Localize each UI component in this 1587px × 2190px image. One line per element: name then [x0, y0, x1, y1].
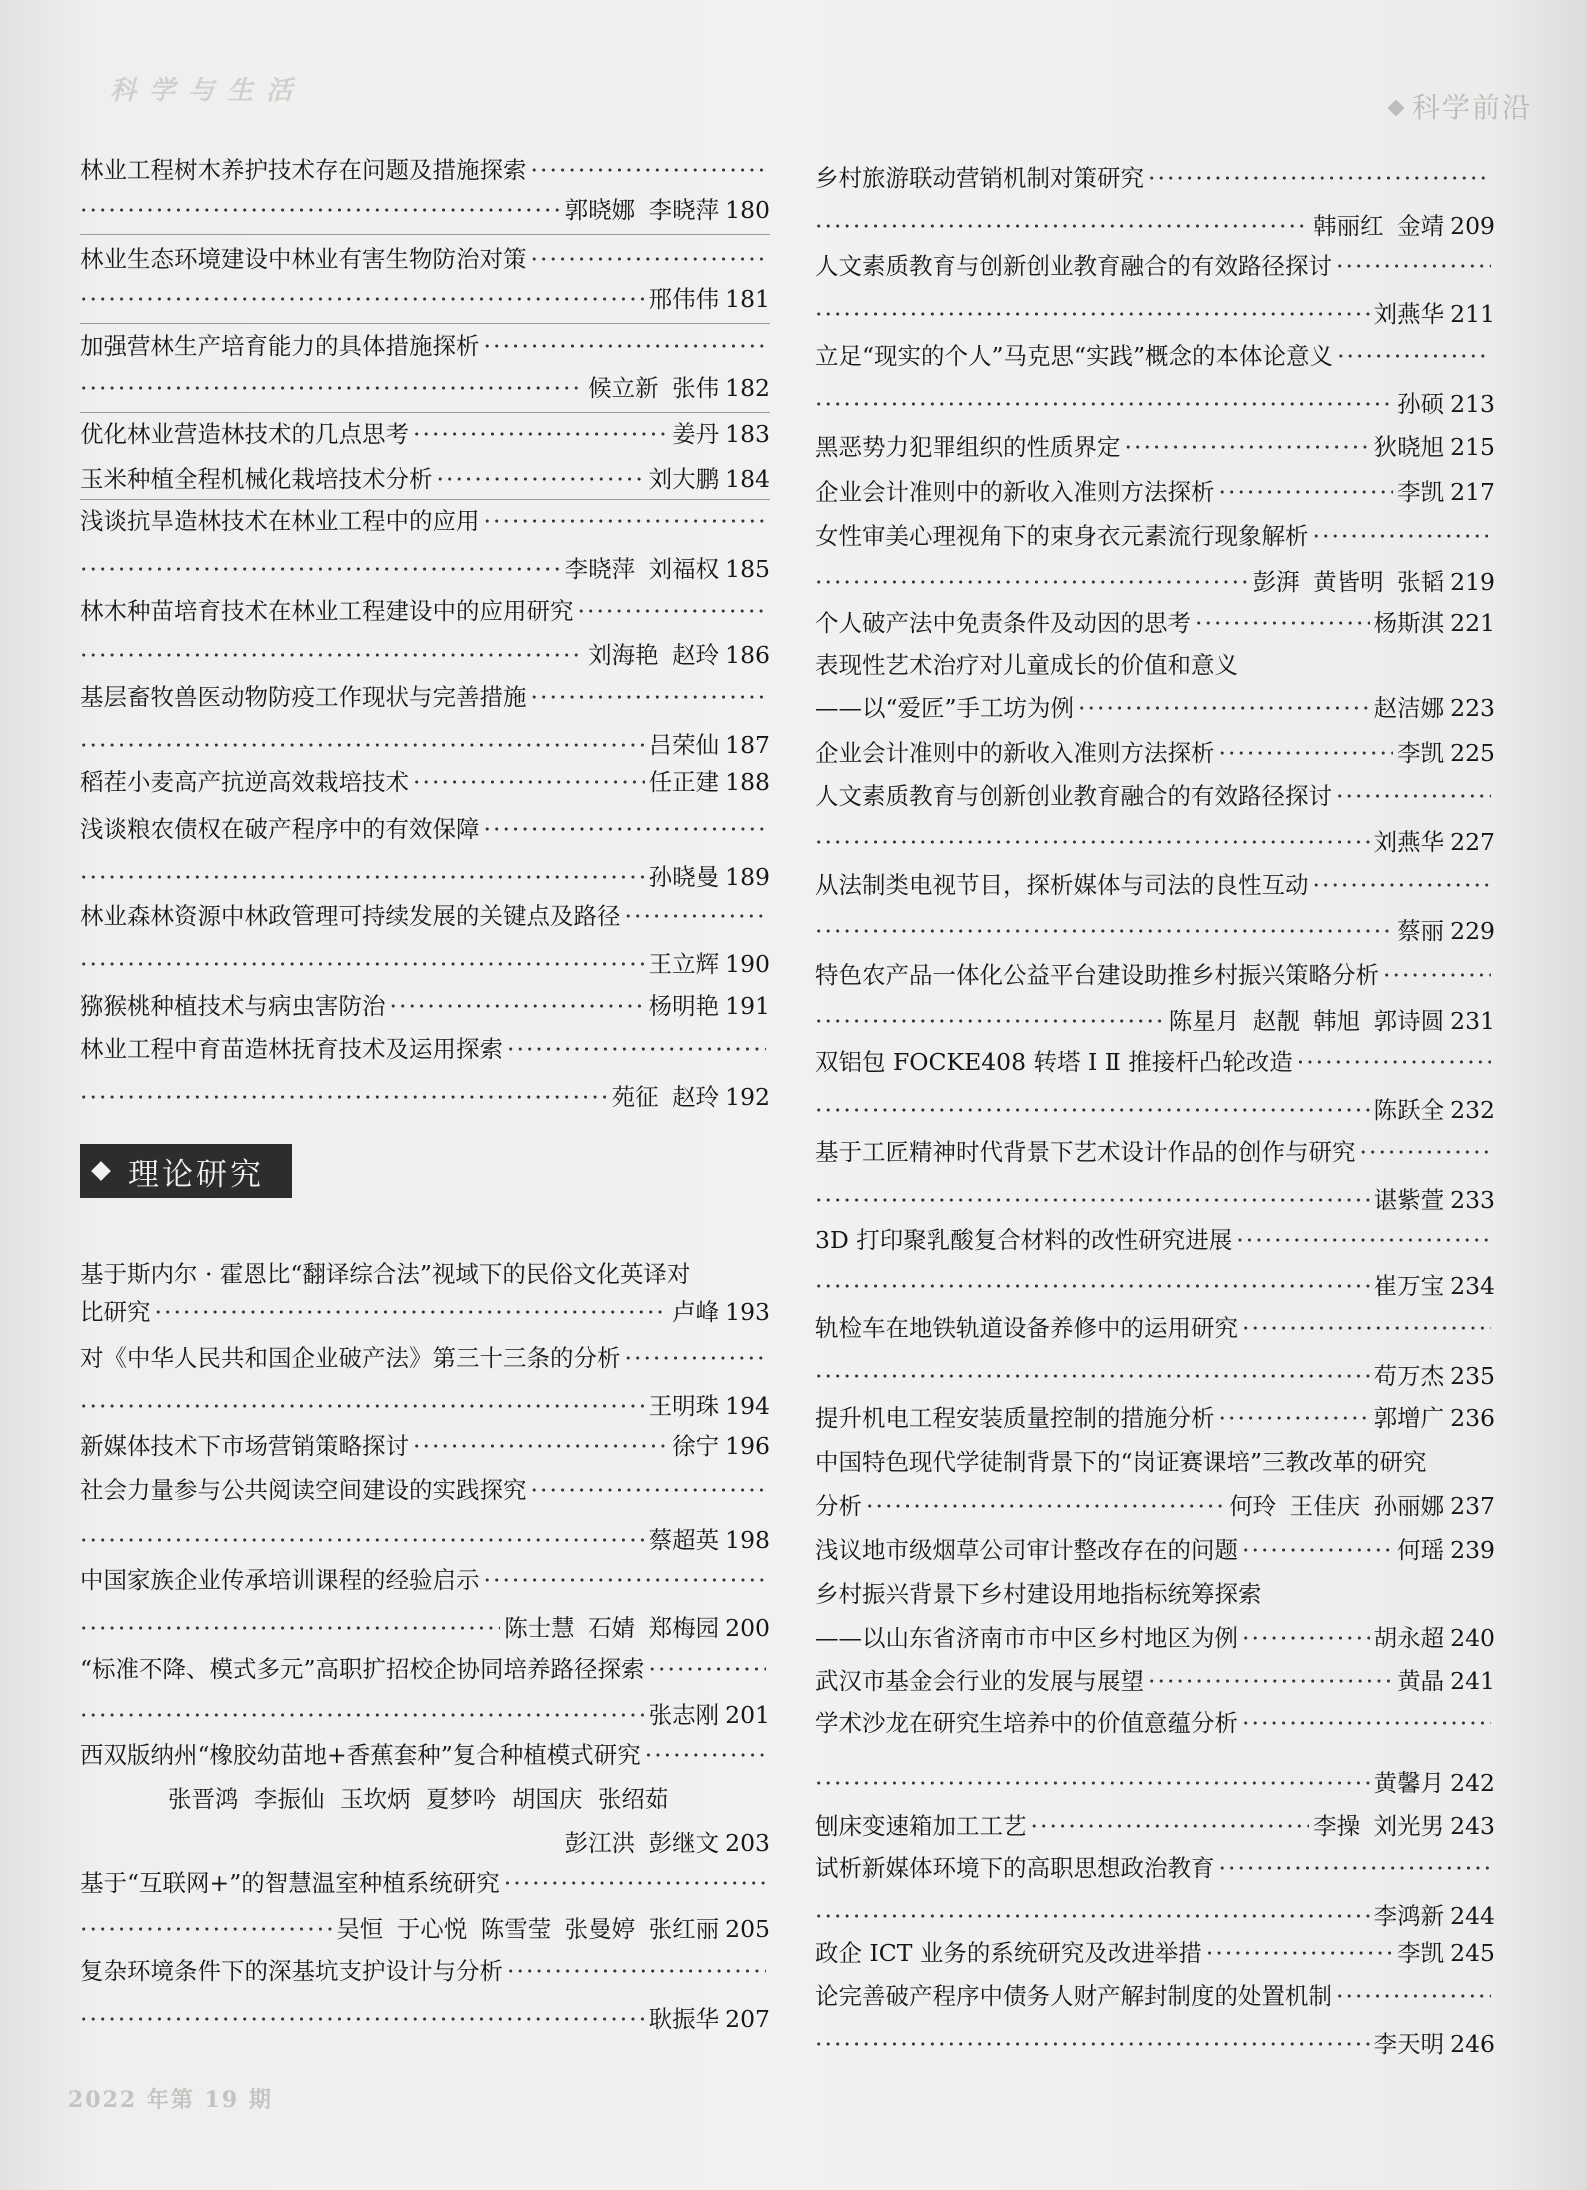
- entry-authors: 韩丽红 金靖: [1313, 212, 1445, 240]
- entry-page: 182: [725, 374, 770, 402]
- section-running-head-text: 科学前沿: [1411, 91, 1532, 124]
- entry-authors: 徐宁: [672, 1432, 720, 1460]
- section-running-head: [1390, 86, 1532, 126]
- entry-authors: 任正建: [648, 768, 720, 796]
- entry-title: 林业工程中育苗造林抚育技术及运用探索: [80, 1035, 503, 1063]
- entry-authors: 李晓萍 刘福权: [564, 555, 720, 583]
- entry-title: 企业会计准则中的新收入准则方法探析: [815, 739, 1215, 767]
- entry-page: 186: [725, 641, 770, 669]
- entry-page: 196: [725, 1432, 770, 1460]
- entry-title: 双铝包 FOCKE408 转塔 Ⅰ Ⅱ 推接杆凸轮改造: [815, 1048, 1293, 1076]
- entry-authors: 耿振华: [648, 2005, 720, 2033]
- entry-authors: 王明珠: [648, 1392, 720, 1420]
- entry-page: 217: [1450, 478, 1495, 506]
- entry-page: 213: [1450, 390, 1495, 418]
- entry-title: 特色农产品一体化公益平台建设助推乡村振兴策略分析: [815, 961, 1379, 989]
- entry-page: 194: [725, 1392, 770, 1420]
- entry-authors: 邢伟伟: [648, 285, 720, 313]
- entry-authors: 李天明: [1373, 2030, 1445, 2058]
- entry-title: 轨检车在地铁轨道设备养修中的运用研究: [815, 1314, 1238, 1342]
- entry-page: 221: [1450, 609, 1495, 637]
- entry-page: 243: [1450, 1812, 1495, 1840]
- entry-page: 244: [1450, 1902, 1495, 1930]
- entry-authors: 苟万杰: [1373, 1362, 1445, 1390]
- entry-title: 学术沙龙在研究生培养中的价值意蕴分析: [815, 1709, 1238, 1737]
- entry-authors: 彭江洪 彭继文: [564, 1829, 720, 1857]
- entry-page: 239: [1450, 1536, 1495, 1564]
- entry-authors: 刘大鹏: [648, 465, 720, 493]
- entry-page: 185: [725, 555, 770, 583]
- entry-title: 林业森林资源中林政管理可持续发展的关键点及路径: [80, 902, 621, 930]
- entry-page: 219: [1450, 568, 1495, 596]
- entry-authors: 李凯: [1397, 739, 1445, 767]
- entry-authors: 吕荣仙: [648, 731, 720, 759]
- entry-title: 女性审美心理视角下的束身衣元素流行现象解析: [815, 522, 1309, 550]
- entry-authors: 黄馨月: [1373, 1769, 1445, 1797]
- entry-page: 215: [1450, 433, 1495, 461]
- entry-page: 232: [1450, 1096, 1495, 1124]
- entry-title-continued: 分析: [815, 1492, 862, 1520]
- entry-title: 对《中华人民共和国企业破产法》第三十三条的分析: [80, 1344, 621, 1372]
- entry-page: 233: [1450, 1186, 1495, 1214]
- entry-page: 200: [725, 1614, 770, 1642]
- entry-authors: 孙硕: [1397, 390, 1445, 418]
- entry-authors: 姜丹: [672, 420, 720, 448]
- entry-page: 245: [1450, 1939, 1495, 1967]
- entry-title: 个人破产法中免责条件及动因的思考: [815, 609, 1191, 637]
- entry-title: 人文素质教育与创新创业教育融合的有效路径探讨: [815, 782, 1332, 810]
- entry-title: 中国家族企业传承培训课程的经验启示: [80, 1566, 480, 1594]
- entry-page: 223: [1450, 694, 1495, 722]
- entry-authors: 刘海艳 赵玲: [588, 641, 720, 669]
- entry-page: 225: [1450, 739, 1495, 767]
- entry-authors: 刘燕华: [1373, 300, 1445, 328]
- entry-authors: 胡永超: [1373, 1624, 1445, 1652]
- entry-page: 190: [725, 950, 770, 978]
- entry-authors: 卢峰: [672, 1298, 720, 1326]
- entry-authors: 陈跃全: [1373, 1096, 1445, 1124]
- entry-page: 234: [1450, 1272, 1495, 1300]
- entry-authors: 陈星月 赵靓 韩旭 郭诗圆: [1168, 1007, 1445, 1035]
- entry-title: 基于斯内尔 · 霍恩比“翻译综合法”视域下的民俗文化英译对: [80, 1260, 691, 1288]
- entry-title: 武汉市基金会行业的发展与展望: [815, 1667, 1144, 1695]
- entry-page: 188: [725, 768, 770, 796]
- entry-authors: 崔万宝: [1373, 1272, 1445, 1300]
- entry-title: 浅议地市级烟草公司审计整改存在的问题: [815, 1536, 1238, 1564]
- entry-page: 231: [1450, 1007, 1495, 1035]
- entry-authors: 郭增广: [1373, 1404, 1445, 1432]
- entry-authors: 何玲 王佳庆 孙丽娜: [1229, 1492, 1445, 1520]
- entry-page: 211: [1450, 300, 1495, 328]
- entry-page: 237: [1450, 1492, 1495, 1520]
- entry-title: 优化林业营造林技术的几点思考: [80, 420, 409, 448]
- entry-page: 242: [1450, 1769, 1495, 1797]
- entry-subtitle: ——以山东省济南市市中区乡村地区为例: [815, 1624, 1238, 1652]
- entry-title: 林业生态环境建设中林业有害生物防治对策: [80, 245, 527, 273]
- entry-title: 企业会计准则中的新收入准则方法探析: [815, 478, 1215, 506]
- entry-authors: 狄晓旭: [1373, 433, 1445, 461]
- entry-page: 192: [725, 1083, 770, 1111]
- entry-title: 林木种苗培育技术在林业工程建设中的应用研究: [80, 597, 574, 625]
- entry-authors: 刘燕华: [1373, 828, 1445, 856]
- entry-title: 西双版纳州“橡胶幼苗地+香蕉套种”复合种植模式研究: [80, 1741, 641, 1769]
- section-heading-text: 理论研究: [128, 1156, 264, 1193]
- entry-title: 猕猴桃种植技术与病虫害防治: [80, 992, 386, 1020]
- entry-authors: 李凯: [1397, 1939, 1445, 1967]
- entry-title: 浅谈粮农债权在破产程序中的有效保障: [80, 815, 480, 843]
- entry-authors: 陈士慧 石婧 郑梅园: [504, 1614, 720, 1642]
- section-heading-theory: [80, 1144, 292, 1198]
- entry-page: 187: [725, 731, 770, 759]
- entry-page: 236: [1450, 1404, 1495, 1432]
- entry-title: 新媒体技术下市场营销策略探讨: [80, 1432, 409, 1460]
- entry-authors: 黄晶: [1397, 1667, 1445, 1695]
- entry-title: 乡村旅游联动营销机制对策研究: [815, 164, 1144, 192]
- entry-page: 207: [725, 2005, 770, 2033]
- entry-title: 基于“互联网+”的智慧温室种植系统研究: [80, 1869, 500, 1897]
- entry-title: 刨床变速箱加工工艺: [815, 1812, 1027, 1840]
- entry-authors: 李操 刘光男: [1313, 1812, 1445, 1840]
- entry-page: 191: [725, 992, 770, 1020]
- entry-authors: 李凯: [1397, 478, 1445, 506]
- journal-running-head: 科 学 与 生 活: [110, 76, 295, 106]
- entry-page: 181: [725, 285, 770, 313]
- entry-page: 229: [1450, 917, 1495, 945]
- entry-page: 193: [725, 1298, 770, 1326]
- entry-authors: 王立辉: [648, 950, 720, 978]
- diamond-icon: [91, 1161, 111, 1181]
- entry-authors: 彭湃 黄皆明 张韬: [1252, 568, 1445, 596]
- entry-title: 表现性艺术治疗对儿童成长的价值和意义: [815, 651, 1238, 679]
- entry-page: 241: [1450, 1667, 1495, 1695]
- entry-authors: 蔡超英: [648, 1526, 720, 1554]
- entry-title: 人文素质教育与创新创业教育融合的有效路径探讨: [815, 252, 1332, 280]
- entry-title: 稻茬小麦高产抗逆高效栽培技术: [80, 768, 409, 796]
- entry-title: 黑恶势力犯罪组织的性质界定: [815, 433, 1121, 461]
- entry-authors: 何瑶: [1397, 1536, 1445, 1564]
- entry-title: 提升机电工程安装质量控制的措施分析: [815, 1404, 1215, 1432]
- entry-page: 198: [725, 1526, 770, 1554]
- entry-page: 235: [1450, 1362, 1495, 1390]
- entry-title: 加强营林生产培育能力的具体措施探析: [80, 332, 480, 360]
- entry-title: 基于工匠精神时代背景下艺术设计作品的创作与研究: [815, 1138, 1356, 1166]
- entry-page: 240: [1450, 1624, 1495, 1652]
- entry-title: 玉米种植全程机械化栽培技术分析: [80, 465, 433, 493]
- entry-page: 203: [725, 1829, 770, 1857]
- entry-title: 论完善破产程序中债务人财产解封制度的处置机制: [815, 1982, 1332, 2010]
- entry-authors: 蔡丽: [1397, 917, 1445, 945]
- entry-title: 3D 打印聚乳酸复合材料的改性研究进展: [815, 1226, 1233, 1254]
- entry-title: 社会力量参与公共阅读空间建设的实践探究: [80, 1476, 527, 1504]
- entry-title: 试析新媒体环境下的高职思想政治教育: [815, 1854, 1215, 1882]
- entry-authors: 杨明艳: [648, 992, 720, 1020]
- entry-title: 浅谈抗旱造林技术在林业工程中的应用: [80, 507, 480, 535]
- diamond-icon: [1387, 100, 1404, 117]
- entry-authors: 吴恒 于心悦 陈雪莹 张曼婷 张红丽: [336, 1915, 720, 1943]
- entry-page: 184: [725, 465, 770, 493]
- entry-page: 201: [725, 1701, 770, 1729]
- entry-subtitle: ——以“爱匠”手工坊为例: [815, 694, 1075, 722]
- entry-title: 立足“现实的个人”马克思“实践”概念的本体论意义: [815, 342, 1334, 370]
- entry-authors: 张志刚: [648, 1701, 720, 1729]
- entry-authors: 杨斯淇: [1373, 609, 1445, 637]
- entry-page: 246: [1450, 2030, 1495, 2058]
- entry-authors: 孙晓曼: [648, 863, 720, 891]
- entry-page: 189: [725, 863, 770, 891]
- entry-authors-continued: 张晋鸿 李振仙 玉坎炳 夏梦吟 胡国庆 张绍茹: [168, 1785, 669, 1813]
- entry-page: 183: [725, 420, 770, 448]
- entry-title: “标准不降、模式多元”高职扩招校企协同培养路径探索: [80, 1655, 645, 1683]
- entry-authors: 苑征 赵玲: [611, 1083, 720, 1111]
- entry-authors: 谌紫萱: [1373, 1186, 1445, 1214]
- entry-title: 从法制类电视节目，探析媒体与司法的良性互动: [815, 871, 1309, 899]
- entry-page: 227: [1450, 828, 1495, 856]
- entry-title: 乡村振兴背景下乡村建设用地指标统筹探索: [815, 1580, 1262, 1608]
- entry-authors: 候立新 张伟: [588, 374, 720, 402]
- entry-page: 209: [1450, 212, 1495, 240]
- issue-footer: 2022 年第 19 期: [68, 2087, 273, 2113]
- entry-page: 205: [725, 1915, 770, 1943]
- entry-title: 林业工程树木养护技术存在问题及措施探索: [80, 156, 527, 184]
- entry-page: 180: [725, 196, 770, 224]
- entry-title: 政企 ICT 业务的系统研究及改进举措: [815, 1939, 1202, 1967]
- entry-authors: 李鸿新: [1373, 1902, 1445, 1930]
- entry-title: 基层畜牧兽医动物防疫工作现状与完善措施: [80, 683, 527, 711]
- entry-title: 中国特色现代学徒制背景下的“岗证赛课培”三教改革的研究: [815, 1448, 1427, 1476]
- entry-authors: 赵洁娜: [1373, 694, 1445, 722]
- entry-title: 复杂环境条件下的深基坑支护设计与分析: [80, 1957, 503, 1985]
- entry-title-continued: 比研究: [80, 1298, 151, 1326]
- entry-authors: 郭晓娜 李晓萍: [564, 196, 720, 224]
